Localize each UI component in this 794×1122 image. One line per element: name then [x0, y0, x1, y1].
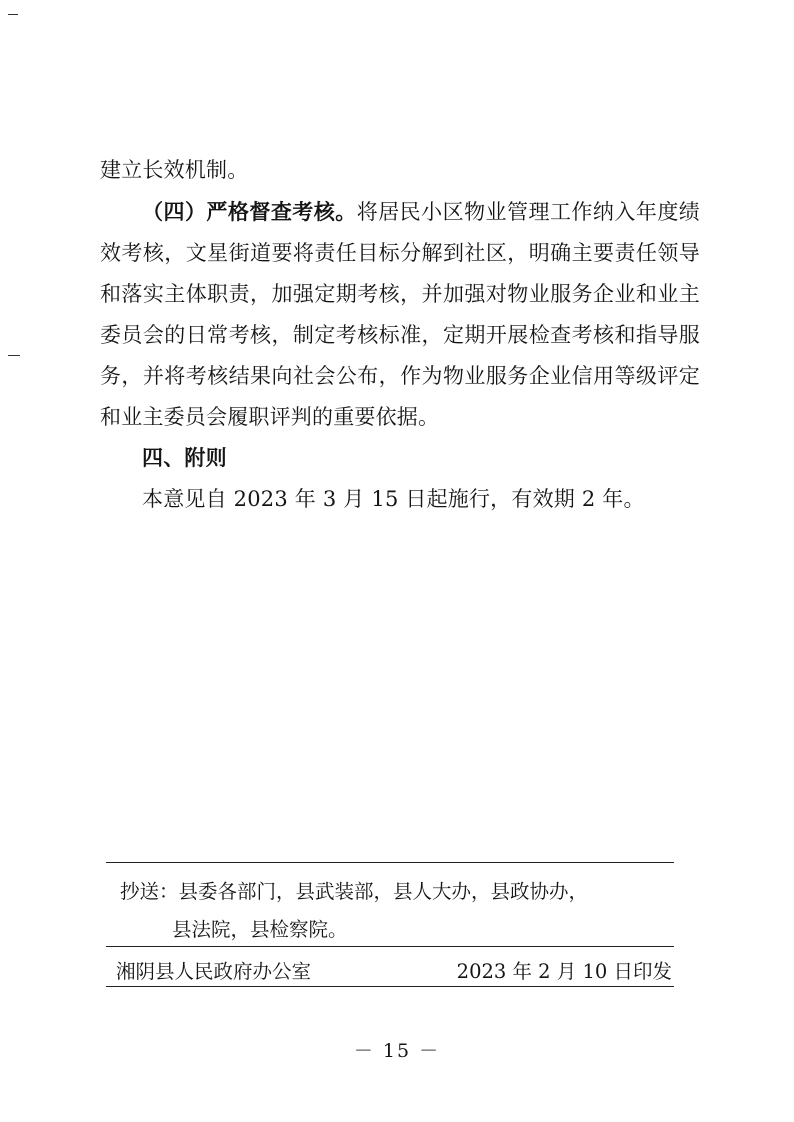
issue-date: 2023 年 2 月 10 日印发 [456, 960, 672, 983]
scan-mark-top [8, 14, 18, 15]
footer-rule-middle [106, 946, 674, 947]
section-heading-supplementary: 四、附则 [142, 446, 227, 470]
paragraph-supervision-text: 将居民小区物业管理工作纳入年度绩效考核，文星街道要将责任目标分解到社区，明确主要责任领导和落实主体职责，加强定期考核，并加强对物业服务企业和业主委员会的日常考核，制定考核标准，定期开展检查考核和指导服务，并将考核结果向社会公布，作为物业服务企业信用等级评定和业主委员会履职评判的重要依据。 [100, 200, 700, 429]
paragraph-effective-date: 本意见自 2023 年 3 月 15 日起施行，有效期 2 年。 [142, 487, 645, 511]
paragraph-lead-title: （四）严格督查考核。 [142, 199, 357, 224]
scan-mark-middle [8, 355, 20, 356]
page-number: － 15 － [353, 1040, 441, 1062]
cc-recipients-line2: 县法院，县检察院。 [172, 918, 348, 941]
footer-rule-bottom [106, 986, 674, 987]
document-body [100, 150, 700, 520]
paragraph-supervision [100, 191, 700, 438]
document-footer [106, 862, 674, 992]
footer-rule-top [106, 862, 674, 863]
cc-recipients-line1: 抄送：县委各部门，县武装部，县人大办，县政协办， [120, 880, 589, 903]
paragraph-continuation: 建立长效机制。 [100, 158, 249, 182]
issuing-office: 湘阴县人民政府办公室 [116, 960, 312, 983]
